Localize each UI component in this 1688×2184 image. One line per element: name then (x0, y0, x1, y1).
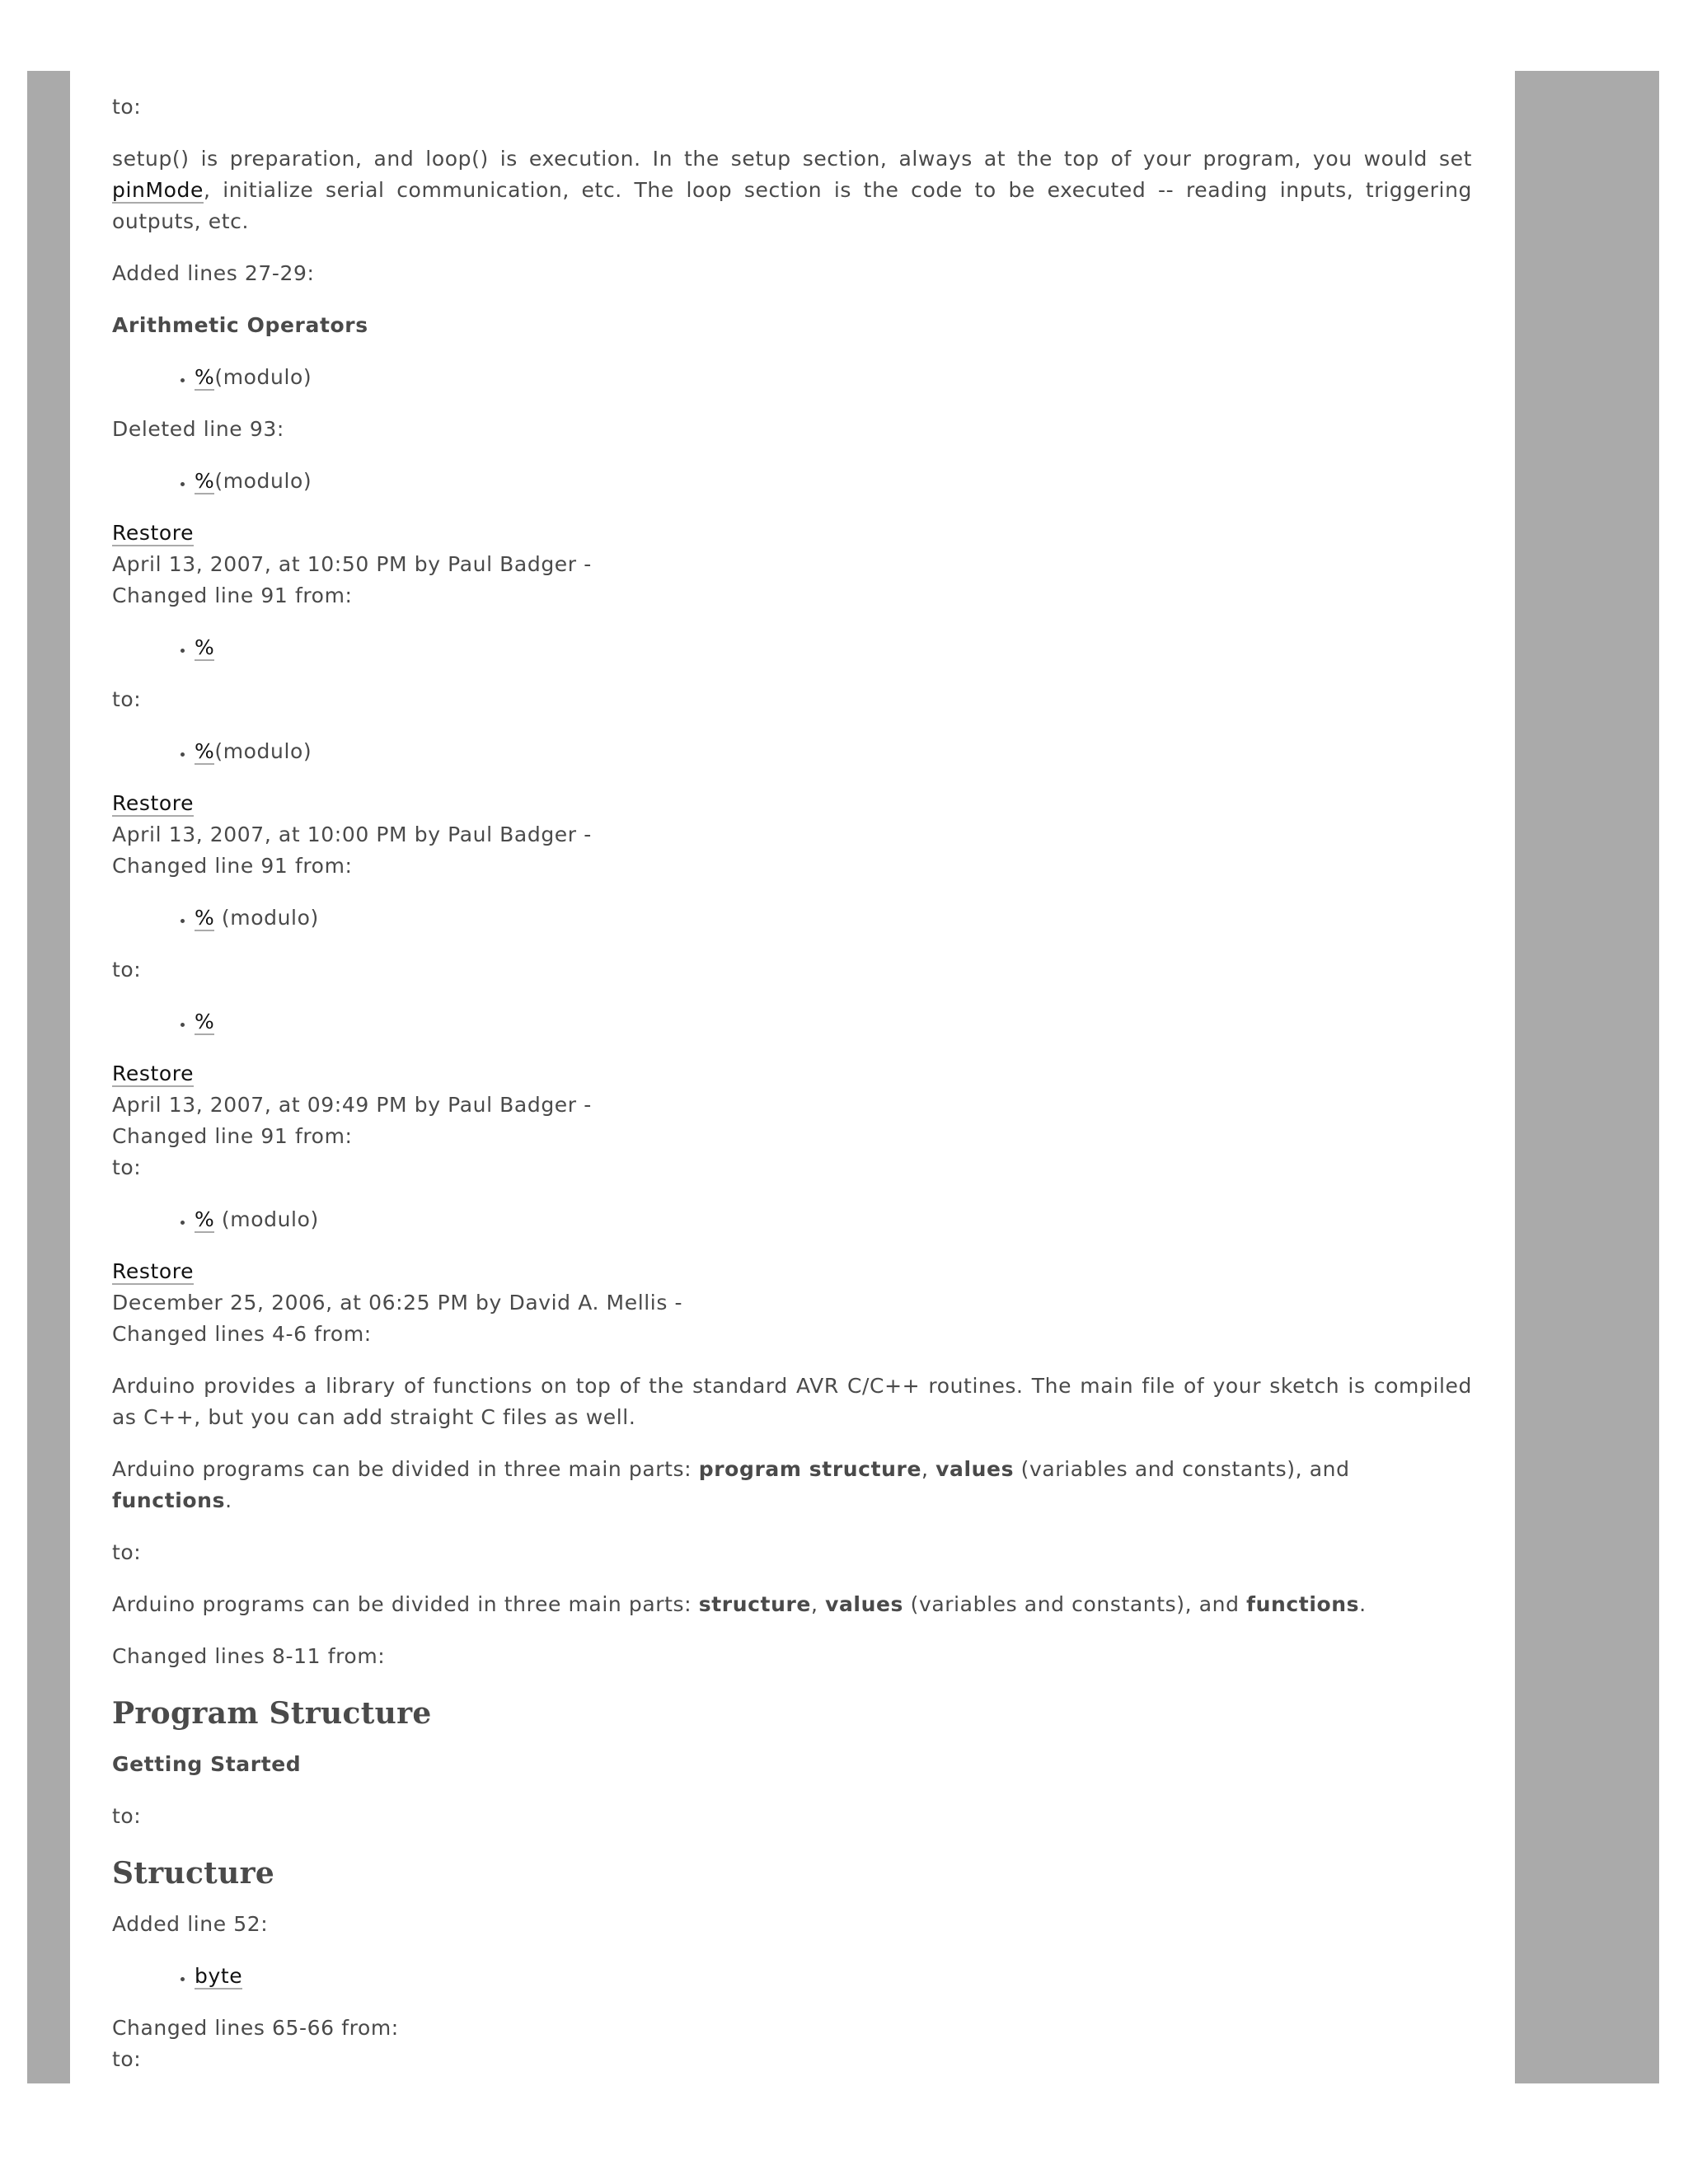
changed-line-label: Changed line 91 from: (112, 854, 353, 878)
changed-lines-label: Changed lines 8-11 from: (112, 1644, 386, 1668)
modulo-link[interactable]: % (195, 469, 215, 493)
deleted-list (112, 466, 1472, 497)
modulo-link[interactable]: % (195, 1010, 215, 1033)
added-list (112, 362, 1472, 393)
to-label: to: (112, 2047, 142, 2071)
list-item: • % (modulo) (195, 1204, 1472, 1235)
program-structure-heading: Program Structure (112, 1696, 432, 1731)
to-label: to: (112, 1155, 142, 1179)
changed-line-label: Changed line 91 from: (112, 1124, 353, 1148)
restore-link[interactable]: Restore (112, 1062, 195, 1085)
added-list (112, 1961, 1472, 1992)
revision-meta: April 13, 2007, at 10:00 PM by Paul Badger - (112, 823, 592, 846)
changed-lines-label: Changed lines 4-6 from: (112, 1322, 372, 1346)
to-list (112, 736, 1472, 767)
list-item (195, 1961, 1472, 1992)
revision-entry (112, 1058, 1472, 1183)
arithmetic-operators-heading: Arithmetic Operators (112, 313, 368, 337)
to-label: to: (112, 687, 142, 711)
modulo-link[interactable]: % (195, 739, 215, 763)
restore-link[interactable]: Restore (112, 1259, 195, 1283)
list-item (195, 1006, 1472, 1038)
restore-link[interactable]: Restore (112, 521, 195, 545)
to-list (112, 1006, 1472, 1038)
to-label: to: (112, 1540, 142, 1564)
deleted-line-label: Deleted line 93: (112, 417, 284, 441)
added-lines-label: Added lines 27-29: (112, 261, 315, 285)
restore-link[interactable]: Restore (112, 791, 195, 815)
revision-meta: April 13, 2007, at 09:49 PM by Paul Badger - (112, 1093, 592, 1117)
to-list (112, 1204, 1472, 1235)
list-item (195, 632, 1472, 663)
list-item: • %(modulo) (195, 362, 1472, 393)
changed-lines-label: Changed lines 65-66 from: (112, 2016, 399, 2040)
to-label: to: (112, 95, 142, 119)
changed-line-label: Changed line 91 from: (112, 583, 353, 607)
added-line-label: Added line 52: (112, 1912, 269, 1936)
list-item: • %(modulo) (195, 736, 1472, 767)
modulo-link[interactable]: % (195, 1207, 215, 1231)
revision-entry (112, 518, 1472, 612)
revision-entry (112, 1256, 1472, 1350)
list-item: • % (modulo) (195, 902, 1472, 934)
to-label: to: (112, 958, 142, 982)
setup-paragraph: setup() is preparation, and loop() is execution. In the setup section, always at the top of your program, you would set pinMode, initialize serial communication, etc. The loop section is the code to be executed -- reading inputs, triggering outputs, etc. (112, 147, 1472, 233)
revision-entry (112, 788, 1472, 882)
list-item: • %(modulo) (195, 466, 1472, 497)
byte-link[interactable]: byte (195, 1964, 243, 1988)
modulo-link[interactable]: % (195, 906, 215, 930)
program-parts-new: Arduino programs can be divided in three main parts: structure, values (variables and constants), and functions. (112, 1592, 1367, 1616)
revision-meta: April 13, 2007, at 10:50 PM by Paul Badger - (112, 552, 592, 576)
revision-meta: December 25, 2006, at 06:25 PM by David A. Mellis - (112, 1291, 683, 1315)
left-border-bar (27, 71, 70, 2083)
structure-heading: Structure (112, 1856, 275, 1891)
from-list (112, 902, 1472, 934)
pinmode-link[interactable]: pinMode (112, 178, 204, 202)
arduino-library-paragraph: Arduino provides a library of functions on top of the standard AVR C/C++ routines. The main file of your sketch is compiled as C++, but you can add straight C files as well. (112, 1374, 1472, 1429)
modulo-link[interactable]: % (195, 365, 215, 389)
modulo-link[interactable]: % (195, 635, 215, 659)
revision-history-content (112, 91, 1472, 2075)
right-border-bar (1515, 71, 1659, 2083)
getting-started-heading: Getting Started (112, 1752, 302, 1776)
program-parts-old: Arduino programs can be divided in three main parts: program structure, values (variables and constants), and functions. (112, 1457, 1350, 1512)
to-label: to: (112, 1804, 142, 1828)
from-list (112, 632, 1472, 663)
